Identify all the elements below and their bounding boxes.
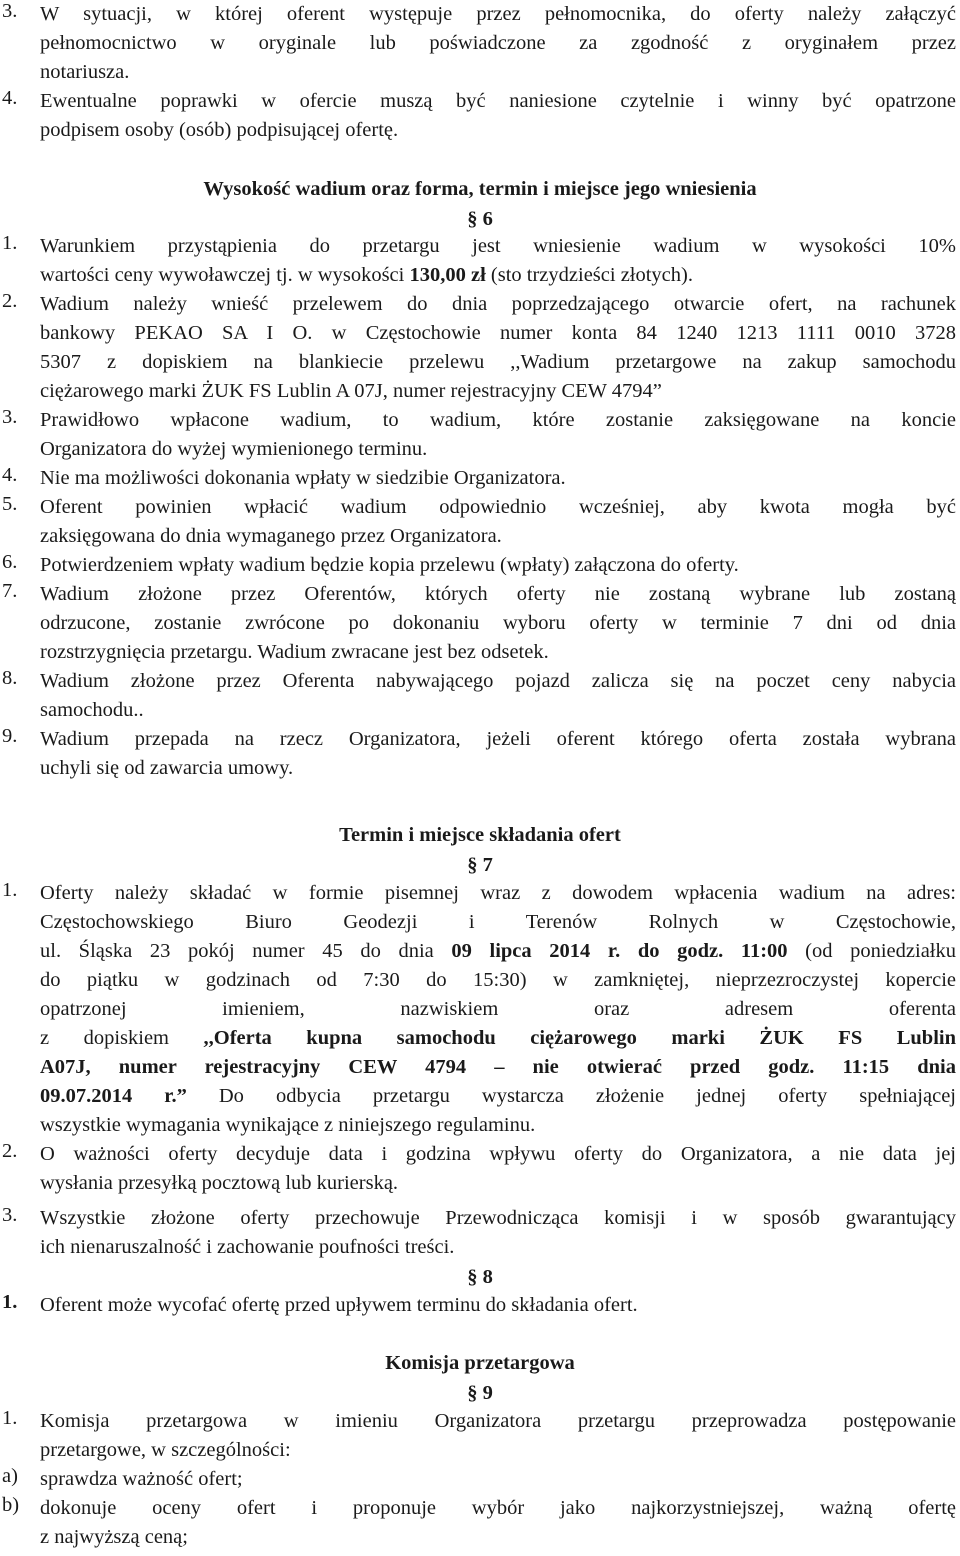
deadline-date: 09 lipca 2014 r. do godz. 11:00 [451,940,788,962]
section-number: § 6 [467,208,493,230]
item-text-line: Komisja przetargowa w imieniu Organizatora przetargu przeprowadza postępowanie [40,1410,956,1432]
item-text-line: opatrzonej imieniem, nazwiskiem oraz adresem oferenta [40,998,956,1020]
item-text-line: Wadium złożone przez Oferenta nabywającego pojazd zalicza się na poczet ceny nabycia [40,670,956,692]
item-text-line: 5307 z dopiskiem na blankiecie przelewu ,,Wadium przetargowe na zakup samochodu [40,351,956,373]
item-text-line: Wadium złożone przez Oferentów, których oferty nie zostaną wybrane lub zostaną [40,583,956,605]
item-text-line: bankowy PEKAO SA I O. w Częstochowie numer konta 84 1240 1213 1111 0010 3728 [40,322,956,344]
text-run: z dopiskiem [40,1027,204,1049]
item-text-line: uchyli się od zawarcia umowy. [40,757,294,779]
item-text-line: odrzucone, zostanie zwrócone po dokonaniu wyboru oferty w terminie 7 dni od dnia [40,612,956,634]
item-text-line: Wadium należy wnieść przelewem do dnia poprzedzającego otwarcie ofert, na rachunek [40,293,956,315]
item-number: 3. [2,0,18,22]
item-text-line: z najwyższą ceną; [40,1526,188,1548]
item-text-line: wszystkie wymagania wynikające z niniejszego regulaminu. [40,1114,536,1136]
item-number: 6. [2,551,18,573]
item-text-line: ciężarowego marki ŻUK FS Lublin A 07J, numer rejestracyjny CEW 4794” [40,380,662,402]
item-letter: a) [2,1465,18,1487]
section-number: § 9 [467,1382,493,1404]
item-text-line: Oferty należy składać w formie pisemnej wraz z dowodem wpłacenia wadium na adres: [40,882,956,904]
item-number: 4. [2,464,18,486]
item-text-line: pełnomocnictwo w oryginale lub poświadczone za zgodność z oryginałem przez [40,32,956,54]
section-heading: Komisja przetargowa [385,1352,575,1374]
item-text-line: zaksięgowana do dnia wymaganego przez Organizatora. [40,525,502,547]
item-number: 5. [2,493,18,515]
item-text-line: wysłania przesyłką pocztową lub kurierską. [40,1172,399,1194]
item-number: 3. [2,406,18,428]
item-number: 8. [2,667,18,689]
item-text-line: notariusza. [40,61,130,83]
item-text-line: ich nienaruszalność i zachowanie poufności treści. [40,1236,455,1258]
envelope-note: ,,Oferta kupna samochodu ciężarowego marki ŻUK FS Lublin [203,1027,956,1049]
item-text-line: sprawdza ważność ofert; [40,1468,243,1490]
item-number: 9. [2,725,18,747]
item-text-line: przetargowe, w szczególności: [40,1439,291,1461]
item-text-line: samochodu.. [40,699,144,721]
item-text-line [40,1024,956,1053]
section-heading: Termin i miejsce składania ofert [339,824,621,846]
item-number: 1. [2,1407,18,1429]
envelope-note-end: 09.07.2014 r.” [40,1085,187,1107]
item-text-line [40,261,956,290]
item-text-line: Częstochowskiego Biuro Geodezji i Terenów Rolnych w Częstochowie, [40,911,956,933]
deposit-amount: 130,00 zł [409,264,486,286]
item-letter: b) [2,1494,20,1516]
item-text-line: Warunkiem przystąpienia do przetargu jest wniesienie wadium w wysokości 10% [40,235,956,257]
text-run: wartości ceny wywoławczej tj. w wysokości [40,264,410,286]
item-number: 1. [2,879,18,901]
text-run: (sto trzydzieści złotych). [485,264,693,286]
item-text-line: Nie ma możliwości dokonania wpłaty w siedzibie Organizatora. [40,467,566,489]
item-text-line: rozstrzygnięcia przetargu. Wadium zwracane jest bez odsetek. [40,641,549,663]
item-number: 1. [2,1291,18,1313]
item-number: 7. [2,580,18,602]
item-text-line: podpisem osoby (osób) podpisującej ofertę. [40,119,399,141]
item-text-line: Oferent może wycofać ofertę przed upływem terminu do składania ofert. [40,1294,638,1316]
section-heading: Wysokość wadium oraz forma, termin i miejsce jego wniesienia [203,178,757,200]
item-text-line: Wszystkie złożone oferty przechowuje Przewodnicząca komisji i w sposób gwarantujący [40,1207,956,1229]
item-number: 4. [2,87,18,109]
item-number: 2. [2,1140,18,1162]
item-text-line: Organizatora do wyżej wymienionego terminu. [40,438,428,460]
item-text-line [40,1082,956,1111]
text-run: ul. Śląska 23 pokój numer 45 do dnia [40,940,452,962]
text-run: Do odbycia przetargu wystarcza złożenie jednej oferty spełniającej [186,1085,956,1107]
section-number: § 7 [467,854,493,876]
item-text-line: O ważności oferty decyduje data i godzina wpływu oferty do Organizatora, a nie data jej [40,1143,956,1165]
item-number: 1. [2,232,18,254]
item-text-line: A07J, numer rejestracyjny CEW 4794 – nie otwierać przed godz. 11:15 dnia [40,1056,956,1078]
item-text-line: Wadium przepada na rzecz Organizatora, jeżeli oferent którego oferta została wybrana [40,728,956,750]
item-text-line: Oferent powinien wpłacić wadium odpowiednio wcześniej, aby kwota mogła być [40,496,956,518]
item-text-line: do piątku w godzinach od 7:30 do 15:30) w zamkniętej, nieprzezroczystej kopercie [40,969,956,991]
item-text-line: W sytuacji, w której oferent występuje przez pełnomocnika, do oferty należy załączyć [40,3,956,25]
item-text-line: dokonuje oceny ofert i proponuje wybór jako najkorzystniejszej, ważną ofertę [40,1497,956,1519]
item-text-line: Prawidłowo wpłacone wadium, to wadium, które zostanie zaksięgowane na koncie [40,409,956,431]
item-text-line: Potwierdzeniem wpłaty wadium będzie kopia przelewu (wpłaty) załączona do oferty. [40,554,739,576]
item-number: 2. [2,290,18,312]
text-run: (od poniedziałku [787,940,956,962]
item-text-line [40,937,956,966]
item-number: 3. [2,1204,18,1226]
section-number: § 8 [467,1266,493,1288]
item-text-line: Ewentualne poprawki w ofercie muszą być naniesione czytelnie i winny być opatrzone [40,90,956,112]
